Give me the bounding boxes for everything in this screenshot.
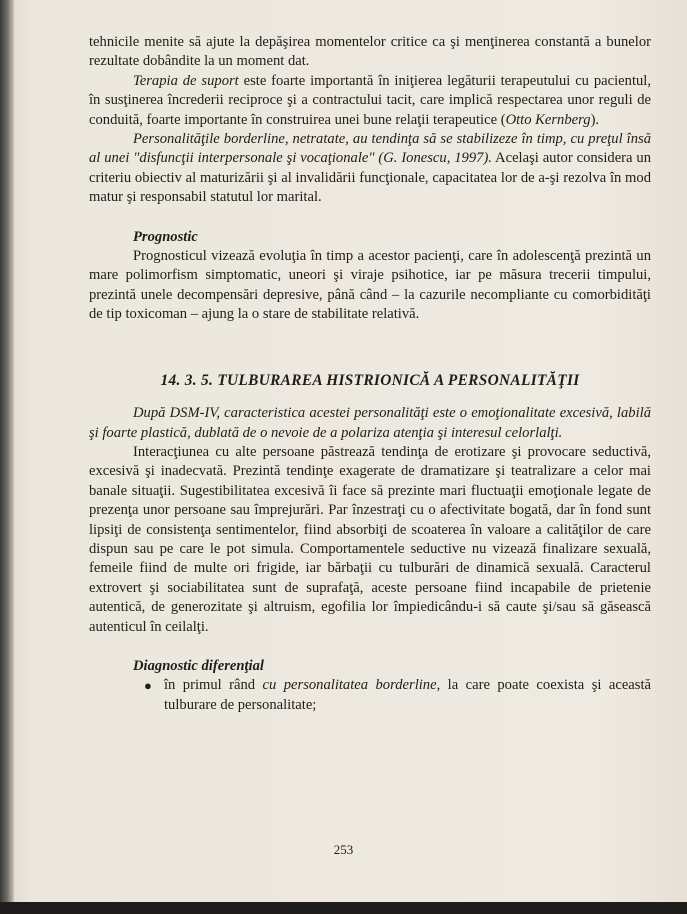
section-body: Interacţiunea cu alte persoane păstrează tendinţa de erotizare şi provocare seductivă, excesivă şi inadecvată. Prezintă tendinţe exagerate de dramatizare şi teatralizare a celor mai banale situaţii. Sugestibilitatea excesivă îi face să prezinte mari fluctuaţii emoţionale legate de prezenţa unor persoane sau împrejurări. Par înzestraţi cu o afectivitate bogată, dar în fond sunt lipsiţi de consistenţa sentimentelor, fiind absorbiţi de scoaterea în valoare a calităţilor de care dispun sau pe care le pot simula. Comportamentele seductive nu vizează finalizare sexuală, femeile fiind de multe ori frigide, iar bărbaţii cu tulburări de dinamică sexuală. Caracterul extrovert şi sociabilitatea sunt de suprafaţă, aceste persoane fiind incapabile de prietenie autentică, de generozitate şi altruism, egofilia lor împiedicându-i să caute şi/sau să găsească autenticul în ceilalţi.	[89, 443, 651, 635]
scan-bottom-edge	[0, 902, 687, 914]
page-content	[89, 33, 651, 715]
section-title: 14. 3. 5. TULBURAREA HISTRIONICĂ A PERSONALITĂŢII	[160, 371, 580, 389]
paragraph-1-text: tehnicile menite să ajute la depăşirea momentelor critice ca şi menţinerea constantă a bunelor rezultate dobândite la un moment dat.	[89, 34, 651, 70]
list-item-text-start: în primul rând	[164, 677, 263, 694]
list-item-emphasis: cu personalitatea borderline	[262, 677, 437, 694]
paragraph-borderline	[89, 130, 651, 208]
page-number: 253	[333, 842, 354, 857]
paragraph-1	[89, 33, 651, 72]
paragraph-supportive-therapy	[89, 72, 651, 130]
borderline-quote: Personalităţile borderline, netratate, au tendinţa să se stabilizeze în timp, cu preţul însă al unei "disfuncţii interpersonale şi vocaţionale" (G. Ionescu, 1997).	[89, 131, 651, 167]
prognostic-heading: Prognostic	[133, 228, 198, 245]
list-item	[144, 676, 651, 715]
prognostic-text: Prognosticul vizează evoluţia în timp a acestor pacienţi, care în adolescenţă prezintă un mare polimorfism simptomatic, uneori şi viraje psihotice, iar pe măsura trecerii timpului, prezintă unele decompensări depresive, până când – la cazurile necompliante cu comorbidităţi de tip toxicoman – ajung la o stare de stabilitate relativă.	[89, 248, 651, 323]
book-spine-shadow	[0, 0, 14, 914]
list-item-text	[164, 676, 651, 715]
list-item-text-end: , la care poate coexista şi această tulburare de personalitate;	[164, 677, 651, 713]
supportive-therapy-end: ).	[590, 111, 600, 128]
diagnostic-heading: Diagnostic diferenţial	[133, 657, 264, 674]
section-intro: După DSM-IV, caracteristica acestei personalităţi este o emoţionalitate excesivă, labilă şi foarte plastică, dublată de o nevoie de a polariza atenţia şi interesul celorlalţi.	[89, 405, 651, 441]
borderline-text: Acelaşi autor considera un criteriu obiectiv al maturizării şi al invalidării funcţionale, capacitatea lor de a-şi rezolva în mod matur şi responsabil statutul lor marital.	[89, 150, 651, 206]
bullet-icon: ●	[144, 678, 152, 694]
supportive-therapy-term: Terapia de suport	[133, 72, 239, 89]
citation-kernberg: Otto Kernberg	[505, 111, 591, 128]
supportive-therapy-text: este foarte importantă în iniţierea legăturii terapeutului cu pacientul, în susţinerea încrederii reciproce şi a contractului tacit, care implică respectarea unor reguli de conduită, foarte importante în construirea unei bune relaţii terapeutice (	[89, 72, 651, 128]
